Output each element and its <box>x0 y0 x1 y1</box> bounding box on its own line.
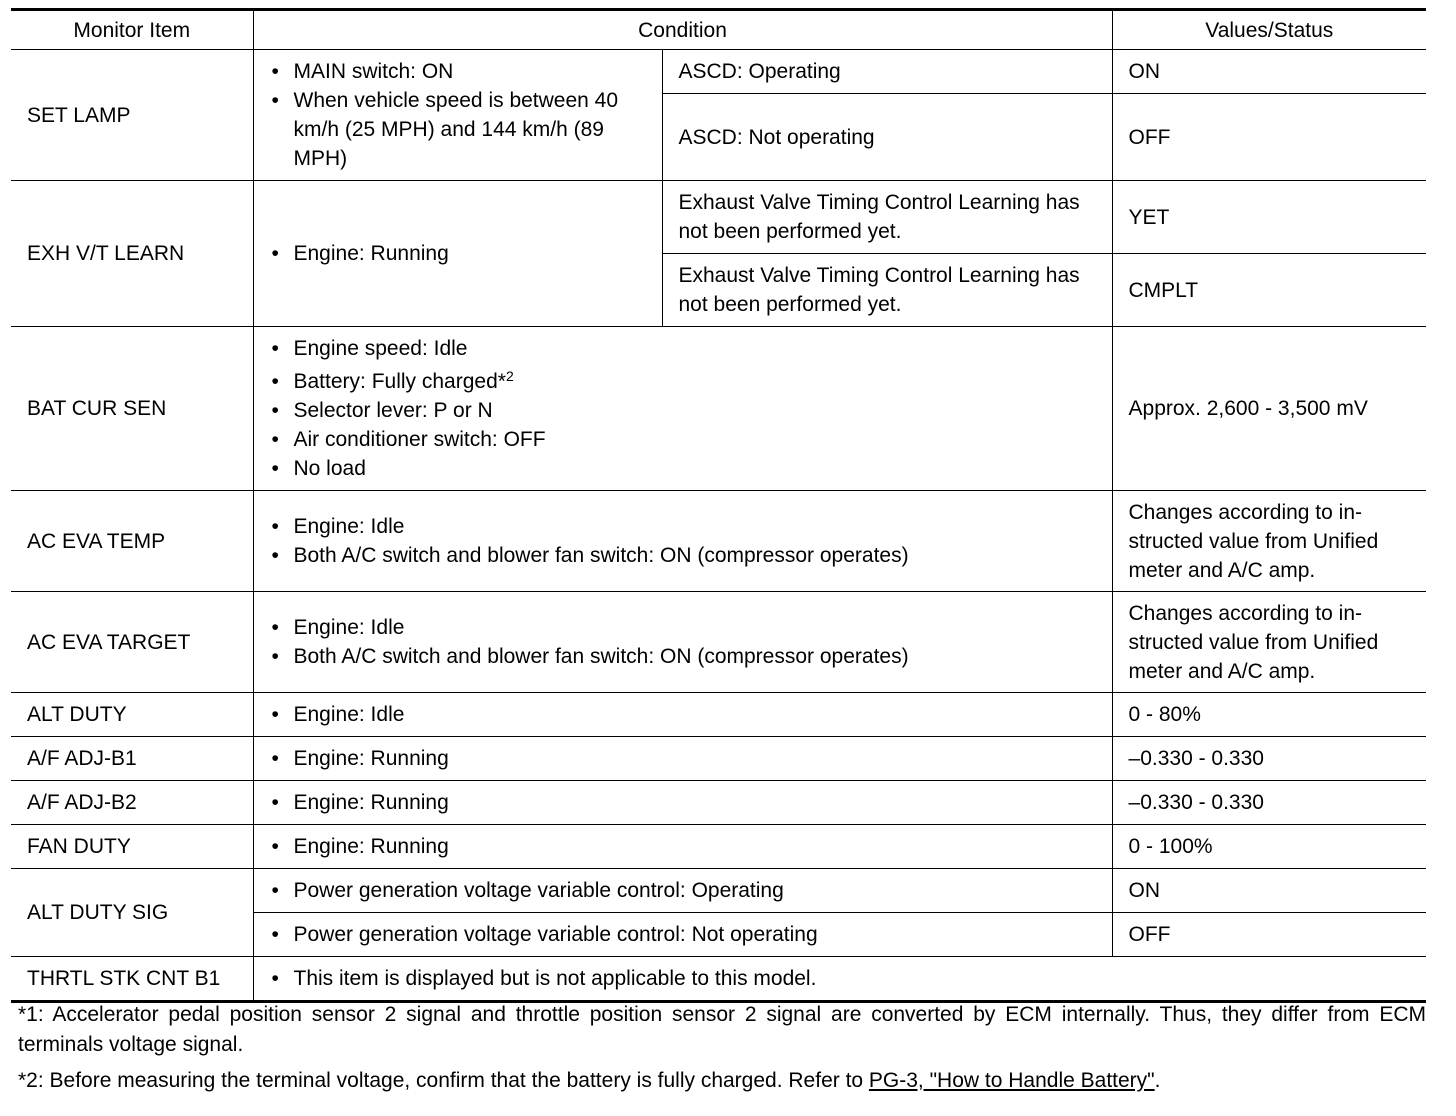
value-cell: Changes according to in-structed value from Unified meter and A/C amp. <box>1112 491 1426 592</box>
condition-cell <box>253 781 1112 825</box>
table-row <box>11 737 1426 781</box>
footnote-mark: 2 <box>505 368 514 384</box>
condition-list <box>270 613 1098 671</box>
list-item: • Engine: Running <box>270 832 1098 861</box>
monitor-item-table <box>11 8 1426 1003</box>
condition-cell <box>253 592 1112 693</box>
table-row <box>11 781 1426 825</box>
condition-cell <box>253 693 1112 737</box>
condition-list <box>270 920 1098 949</box>
condition-list <box>270 964 1413 993</box>
value-cell: CMPLT <box>1112 254 1426 327</box>
sub-condition-cell: ASCD: Not operating <box>662 94 1112 181</box>
condition-cell <box>253 957 1426 1002</box>
table-row <box>11 181 1426 254</box>
list-item: • Engine: Idle <box>270 700 1098 729</box>
condition-cell <box>253 913 1112 957</box>
monitor-item-cell: SET LAMP <box>11 50 253 181</box>
value-cell: YET <box>1112 181 1426 254</box>
value-cell: OFF <box>1112 913 1426 957</box>
header-condition: Condition <box>253 10 1112 50</box>
list-item: • MAIN switch: ON <box>270 57 648 86</box>
condition-cell <box>253 491 1112 592</box>
value-cell: –0.330 - 0.330 <box>1112 737 1426 781</box>
list-item: • Power generation voltage variable control: Not operating <box>270 920 1098 949</box>
list-item: • Engine: Idle <box>270 512 1098 541</box>
header-values-status: Values/Status <box>1112 10 1426 50</box>
table-row <box>11 693 1426 737</box>
footnotes <box>18 1000 1426 1102</box>
list-item: • When vehicle speed is between 40 km/h (25 MPH) and 144 km/h (89 MPH) <box>270 86 648 173</box>
monitor-item-cell: ALT DUTY SIG <box>11 869 253 957</box>
table-row <box>11 327 1426 491</box>
list-item: • This item is displayed but is not applicable to this model. <box>270 964 1413 993</box>
header-monitor-item: Monitor Item <box>11 10 253 50</box>
monitor-item-cell: FAN DUTY <box>11 825 253 869</box>
value-cell: Approx. 2,600 - 3,500 mV <box>1112 327 1426 491</box>
value-cell: ON <box>1112 869 1426 913</box>
sub-condition-cell: ASCD: Operating <box>662 50 1112 94</box>
condition-cell <box>253 181 662 327</box>
value-cell: ON <box>1112 50 1426 94</box>
table-row <box>11 50 1426 94</box>
battery-handling-link[interactable]: PG-3, "How to Handle Battery" <box>868 1069 1155 1092</box>
monitor-item-cell: A/F ADJ-B2 <box>11 781 253 825</box>
monitor-item-cell: ALT DUTY <box>11 693 253 737</box>
value-cell: 0 - 100% <box>1112 825 1426 869</box>
monitor-item-cell: BAT CUR SEN <box>11 327 253 491</box>
footnote-1: *1: Accelerator pedal position sensor 2 signal and throttle position sensor 2 signal are converted by ECM internally. Thus, they differ from ECM terminals voltage signal. <box>18 1003 1426 1056</box>
list-item: • Engine speed: Idle <box>270 334 1098 363</box>
condition-cell <box>253 50 662 181</box>
condition-cell <box>253 327 1112 491</box>
list-item: • Engine: Running <box>270 239 648 268</box>
monitor-item-cell: AC EVA TEMP <box>11 491 253 592</box>
table-row <box>11 869 1426 913</box>
list-item: • No load <box>270 454 1098 483</box>
table-row <box>11 957 1426 1002</box>
list-item: • Engine: Running <box>270 788 1098 817</box>
footnote-2-text: *2: Before measuring the terminal voltage, confirm that the battery is fully charged. Refer to <box>18 1069 869 1092</box>
footnote-2-end: . <box>1154 1069 1161 1092</box>
monitor-item-cell: EXH V/T LEARN <box>11 181 253 327</box>
monitor-item-cell: AC EVA TARGET <box>11 592 253 693</box>
condition-list <box>270 744 1098 773</box>
value-cell: Changes according to in-structed value from Unified meter and A/C amp. <box>1112 592 1426 693</box>
condition-list <box>270 334 1098 483</box>
list-item: • Both A/C switch and blower fan switch: ON (compressor operates) <box>270 541 1098 570</box>
condition-list <box>270 788 1098 817</box>
condition-cell <box>253 825 1112 869</box>
condition-list <box>270 876 1098 905</box>
list-item <box>270 367 1098 396</box>
footnote-2 <box>18 1066 1426 1096</box>
condition-cell <box>253 737 1112 781</box>
list-item: • Engine: Idle <box>270 613 1098 642</box>
list-item: • Air conditioner switch: OFF <box>270 425 1098 454</box>
list-item: • Selector lever: P or N <box>270 396 1098 425</box>
condition-list <box>270 700 1098 729</box>
battery-condition-text: Battery: Fully charged* <box>293 370 506 393</box>
list-item: • Engine: Running <box>270 744 1098 773</box>
sub-condition-cell: Exhaust Valve Timing Control Learning has not been performed yet. <box>662 181 1112 254</box>
condition-list <box>270 57 648 173</box>
condition-cell <box>253 869 1112 913</box>
table-row <box>11 592 1426 693</box>
value-cell: –0.330 - 0.330 <box>1112 781 1426 825</box>
table-row <box>11 825 1426 869</box>
table-header-row <box>11 10 1426 50</box>
list-item: • Power generation voltage variable control: Operating <box>270 876 1098 905</box>
value-cell: 0 - 80% <box>1112 693 1426 737</box>
monitor-item-cell: A/F ADJ-B1 <box>11 737 253 781</box>
monitor-item-cell: THRTL STK CNT B1 <box>11 957 253 1002</box>
condition-list <box>270 239 648 268</box>
list-item: • Both A/C switch and blower fan switch: ON (compressor operates) <box>270 642 1098 671</box>
table-row <box>11 491 1426 592</box>
condition-list <box>270 512 1098 570</box>
value-cell: OFF <box>1112 94 1426 181</box>
sub-condition-cell: Exhaust Valve Timing Control Learning has not been performed yet. <box>662 254 1112 327</box>
condition-list <box>270 832 1098 861</box>
